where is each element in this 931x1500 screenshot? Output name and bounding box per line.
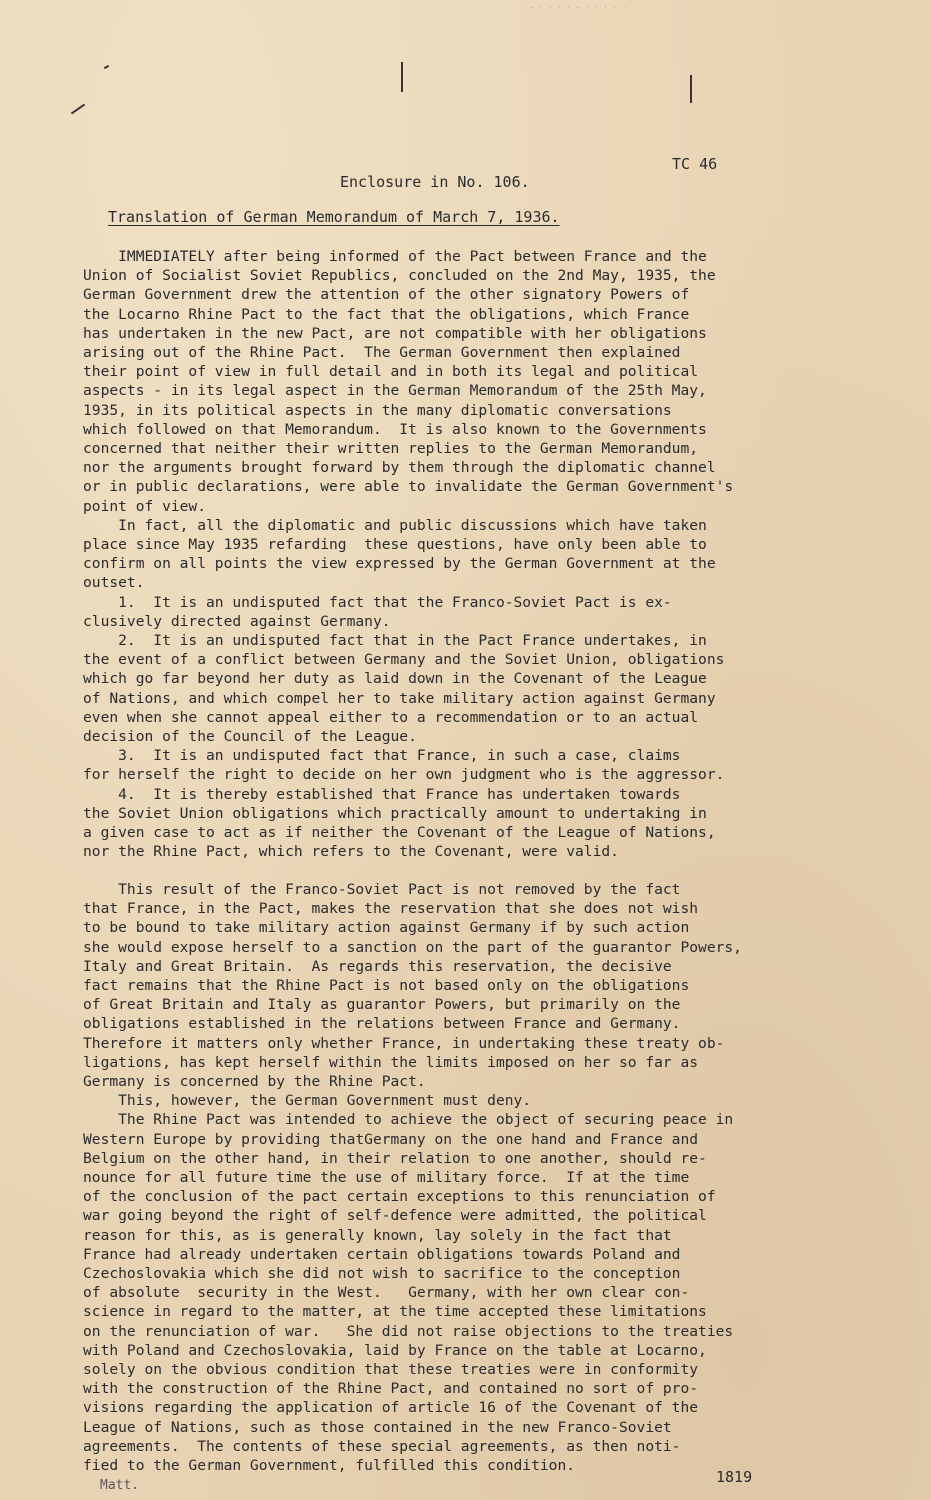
text-line: fact remains that the Rhine Pact is not based only on the obligations — [83, 977, 690, 995]
ink-mark — [104, 65, 109, 69]
text-line: 1. It is an undisputed fact that the Franco-Soviet Pact is ex- — [83, 593, 672, 611]
text-line: League of Nations, such as those contained in the new Franco-Soviet — [83, 1418, 672, 1436]
ink-mark — [690, 75, 692, 103]
text-line: with Poland and Czechoslovakia, laid by France on the table at Locarno, — [83, 1341, 707, 1359]
text-line: nor the arguments brought forward by them through the diplomatic channel — [83, 459, 716, 477]
text-line: reason for this, as is generally known, lay solely in the fact that — [83, 1226, 672, 1244]
text-line: obligations established in the relations between France and Germany. — [83, 1015, 681, 1033]
text-line: their point of view in full detail and in both its legal and political — [83, 363, 699, 381]
text-line: point of view. — [83, 497, 207, 515]
text-line: agreements. The contents of these special agreements, as then noti- — [83, 1437, 681, 1455]
text-line: for herself the right to decide on her own judgment who is the aggressor. — [83, 766, 725, 784]
text-line: which followed on that Memorandum. It is also known to the Governments — [83, 420, 707, 438]
catchword: Matt. — [100, 1478, 140, 1493]
text-line: nounce for all future time the use of military force. If at the time — [83, 1169, 690, 1187]
text-line: In fact, all the diplomatic and public discussions which have taken — [83, 516, 707, 534]
text-line: France had already undertaken certain obligations towards Poland and — [83, 1245, 681, 1263]
text-line: The Rhine Pact was intended to achieve the object of securing peace in — [83, 1111, 734, 1129]
text-line: confirm on all points the view expressed by the German Government at the — [83, 555, 716, 573]
document-reference: TC 46 — [672, 155, 718, 173]
text-line: of Great Britain and Italy as guarantor Powers, but primarily on the — [83, 996, 681, 1014]
text-line: which go far beyond her duty as laid down in the Covenant of the League — [83, 670, 707, 688]
ink-mark — [401, 62, 403, 92]
text-line: Czechoslovakia which she did not wish to sacrifice to the conception — [83, 1265, 681, 1283]
text-line: war going beyond the right of self-defence were admitted, the political — [83, 1207, 707, 1225]
text-line: visions regarding the application of article 16 of the Covenant of the — [83, 1399, 699, 1417]
text-line: outset. — [83, 574, 145, 592]
text-line: she would expose herself to a sanction on the part of the guarantor Powers, — [83, 938, 742, 956]
text-line: 3. It is an undisputed fact that France, in such a case, claims — [83, 747, 681, 765]
page-number: 1819 — [716, 1468, 753, 1486]
text-line: Therefore it matters only whether France, in undertaking these treaty ob- — [83, 1034, 725, 1052]
text-line: fied to the German Government, fulfilled this condition. — [83, 1457, 576, 1475]
text-line: place since May 1935 refarding these questions, have only been able to — [83, 536, 707, 554]
text-line: Union of Socialist Soviet Republics, concluded on the 2nd May, 1935, the — [83, 267, 716, 285]
text-line: the event of a conflict between Germany and the Soviet Union, obligations — [83, 651, 725, 669]
text-line: 4. It is thereby established that France has undertaken towards — [83, 785, 681, 803]
text-line: decision of the Council of the League. — [83, 728, 417, 746]
ink-mark — [71, 104, 85, 115]
enclosure-heading: Enclosure in No. 106. — [340, 173, 530, 191]
text-line: aspects - in its legal aspect in the German Memorandum of the 25th May, — [83, 382, 707, 400]
document-title: Translation of German Memorandum of March 7, 1936. — [108, 208, 560, 226]
text-line: of the conclusion of the pact certain exceptions to this renunciation of — [83, 1188, 716, 1206]
text-line: IMMEDIATELY after being informed of the Pact between France and the — [83, 248, 707, 265]
text-line: of absolute security in the West. Germany, with her own clear con- — [83, 1284, 690, 1302]
text-line: 2. It is an undisputed fact that in the Pact France undertakes, in — [83, 632, 707, 650]
text-line: the Locarno Rhine Pact to the fact that the obligations, which France — [83, 305, 690, 323]
text-line: Germany is concerned by the Rhine Pact. — [83, 1073, 426, 1091]
text-line: Belgium on the other hand, in their relation to one another, should re- — [83, 1149, 707, 1167]
text-line: even when she cannot appeal either to a recommendation or to an actual — [83, 708, 699, 726]
text-line: concerned that neither their written replies to the German Memorandum, — [83, 440, 699, 458]
text-line: or in public declarations, were able to invalidate the German Government's — [83, 478, 734, 496]
text-line: on the renunciation of war. She did not raise objections to the treaties — [83, 1322, 734, 1340]
top-edge-marks: - · · · · - · · · · · — [530, 4, 627, 11]
text-line: This, however, the German Government must deny. — [83, 1092, 532, 1110]
text-line: with the construction of the Rhine Pact, and contained no sort of pro- — [83, 1380, 699, 1398]
text-line: solely on the obvious condition that these treaties were in conformity — [83, 1361, 699, 1379]
text-line: that France, in the Pact, makes the reservation that she does not wish — [83, 900, 699, 918]
text-line: nor the Rhine Pact, which refers to the Covenant, were valid. — [83, 843, 619, 861]
text-line: This result of the Franco-Soviet Pact is not removed by the fact — [83, 881, 681, 898]
text-line: clusively directed against Germany. — [83, 612, 391, 630]
text-line: of Nations, and which compel her to take military action against Germany — [83, 689, 716, 707]
body-block-2 — [83, 880, 818, 1475]
text-line: the Soviet Union obligations which practically amount to undertaking in — [83, 804, 707, 822]
text-line: Western Europe by providing thatGermany on the one hand and France and — [83, 1130, 699, 1148]
text-line: has undertaken in the new Pact, are not compatible with her obligations — [83, 324, 707, 342]
text-line: to be bound to take military action against Germany if by such action — [83, 919, 690, 937]
text-line: ligations, has kept herself within the limits imposed on her so far as — [83, 1053, 699, 1071]
text-line: arising out of the Rhine Pact. The German Government then explained — [83, 344, 681, 362]
body-block-1 — [83, 247, 818, 862]
text-line: a given case to act as if neither the Covenant of the League of Nations, — [83, 824, 716, 842]
text-line: Italy and Great Britain. As regards this reservation, the decisive — [83, 957, 672, 975]
text-line: science in regard to the matter, at the time accepted these limitations — [83, 1303, 707, 1321]
text-line: German Government drew the attention of the other signatory Powers of — [83, 286, 690, 304]
text-line: 1935, in its political aspects in the many diplomatic conversations — [83, 401, 672, 419]
